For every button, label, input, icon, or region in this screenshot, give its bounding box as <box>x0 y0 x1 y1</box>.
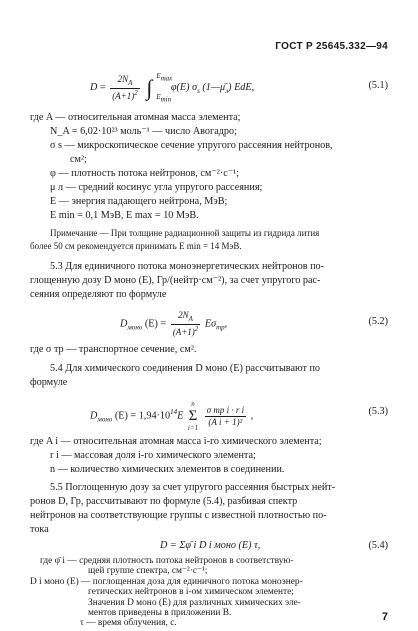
formula-5-3-lhs-sub: моно <box>97 415 113 424</box>
frac-denominator: (A+1) <box>172 326 195 337</box>
def-line: где φ̄ i — средняя плотность потока нейтронов в соответствую- <box>40 556 294 566</box>
frac-numerator-sub: A <box>188 314 193 323</box>
formula-5-4-expression: D = Σφ̄ i D i моно (E) τ, <box>160 540 261 551</box>
note-line-2: более 50 см рекомендуется принимать E min = 14 МэВ. <box>30 241 242 251</box>
def-line: гетических нейтронов в i-ом химическом элементе; <box>88 587 294 598</box>
frac-denominator: (A i + 1)² <box>208 416 243 427</box>
upper-limit-var: E <box>156 71 161 80</box>
formula-5-2-lhs-sub: моно <box>127 323 143 332</box>
formula-5-1-fraction <box>110 74 140 102</box>
note-line-1: Примечание — При толщине радиационной защиты из гидрида лития <box>50 228 320 238</box>
formula-5-4 <box>0 538 418 558</box>
paragraph-line: 5.4 Для химического соединения D моно (E) рассчитывают по <box>50 363 321 374</box>
formula-5-2 <box>0 306 418 340</box>
integral-upper-limit <box>156 73 172 82</box>
formula-5-2-fraction <box>171 310 201 338</box>
def-line: φ — плотность потока нейтронов, см⁻²·с⁻¹; <box>50 168 239 179</box>
formula-5-3 <box>0 392 418 432</box>
formula-5-2-number: (5.2) <box>368 316 388 327</box>
def-line: D i моно (E) — поглощенная доза для единичного потока моноэнер- <box>30 576 303 587</box>
def-line: E — энергия падающего нейтрона, МэВ; <box>50 196 228 207</box>
def-line: N_A = 6,02·10²³ моль⁻¹ — число Авогадро; <box>50 126 237 137</box>
formula-5-2-lhs-arg: (E) = <box>144 318 167 330</box>
frac-numerator: 2N <box>178 310 189 320</box>
formula-5-3-exponent: 14 <box>170 408 178 417</box>
document-header: ГОСТ Р 25645.332—94 <box>275 41 388 52</box>
formula-5-3-coefficient: (E) = 1,94·10 <box>114 410 171 422</box>
formula-5-2-lhs: D <box>120 318 128 330</box>
frac-numerator: 2N <box>117 74 129 84</box>
integrand-tail: (1—μ̄ <box>202 82 226 94</box>
integral-lower-limit <box>156 94 171 103</box>
paragraph-line: сеяния определяют по формуле <box>30 289 167 300</box>
paragraph-line: глощенную дозу D моно (E), Гр/(нейтр·см⁻²), за счет упругого рас- <box>30 275 321 286</box>
summation-sign: n Σ i=1 <box>187 400 199 432</box>
paragraph-line: ронов D, Гр, рассчитывают по формуле (5.4), разбивая спектр <box>30 496 298 507</box>
def-line: μ л — средний косинус угла упругого рассеяния; <box>50 182 263 193</box>
frac-numerator: σ тр i · r i <box>205 405 246 417</box>
integral-sign: ∫ $E_{max}$ $E_{min}$ <box>146 71 173 103</box>
integrand-main: φ(E) σ <box>170 82 198 94</box>
def-line: где σ тр — транспортное сечение, см². <box>30 344 197 355</box>
def-line: где A — относительная атомная масса элемента; <box>30 112 241 123</box>
def-line: τ — время облучения, с. <box>80 618 177 629</box>
formula-5-1-lhs: D <box>90 82 98 94</box>
page-number: 7 <box>381 611 388 624</box>
paragraph-line: нейтронов на соответствующие группы с известной плотностью по- <box>30 510 327 521</box>
upper-limit-sub: max <box>160 74 173 83</box>
integrand-tail-sub: л <box>225 87 229 96</box>
formula-5-2-tail: Eσ <box>204 318 217 330</box>
equals-sign: = <box>99 82 106 94</box>
paragraph-line: формуле <box>30 377 68 388</box>
def-line: E min = 0,1 МэВ, E max = 10 МэВ. <box>50 210 199 221</box>
sum-lower: i=1 <box>187 423 199 432</box>
paragraph-line: 5.3 Для единичного потока моноэнергетических нейтронов по- <box>50 261 325 272</box>
def-line: σ s — микроскопическое сечение упругого рассеяния нейтронов, <box>50 140 333 151</box>
sum-upper: n <box>191 400 195 408</box>
frac-denominator: (A+1) <box>112 90 135 101</box>
def-line: см²; <box>70 154 87 165</box>
def-line: r i — массовая доля i-го химического элемента; <box>50 450 256 461</box>
formula-5-3-lhs: D <box>90 410 98 422</box>
def-line: щей группе спектра, см⁻²·с⁻¹; <box>88 566 208 577</box>
paragraph-line: тока <box>30 524 49 535</box>
formula-5-2-tail-sub: тр <box>216 323 225 332</box>
def-line: Значения D моно (E) для различных химических элe- <box>88 597 301 608</box>
formula-5-3-fraction <box>205 405 246 429</box>
formula-5-3-tail: , <box>250 410 254 422</box>
frac-denominator-sup: 2 <box>134 88 138 97</box>
formula-5-3-number: (5.3) <box>368 406 388 417</box>
formula-5-3-energy: E <box>177 410 184 422</box>
formula-5-1 <box>0 68 418 108</box>
def-line: где A i — относительная атомная масса i-го химического элемента; <box>30 436 322 447</box>
integrand-sub: s <box>197 87 200 96</box>
integrand <box>170 82 255 96</box>
lower-limit-sub: min <box>160 94 172 103</box>
formula-5-2-tail-end: , <box>224 318 228 330</box>
paragraph-line: 5.5 Поглощенную дозу за счет упругого рассеяния быстрых нейт- <box>50 482 336 493</box>
frac-denominator-sup: 2 <box>194 324 199 333</box>
formula-5-1-number: (5.1) <box>368 80 388 91</box>
integrand-end: ) EdE, <box>228 82 255 94</box>
formula-5-4-number: (5.4) <box>368 540 388 551</box>
def-line: ментов приведены в приложении В. <box>88 608 232 618</box>
def-line: n — количество химических элементов в соединении. <box>50 464 285 475</box>
lower-limit-var: E <box>156 92 161 101</box>
frac-numerator-sub: A <box>128 78 133 87</box>
